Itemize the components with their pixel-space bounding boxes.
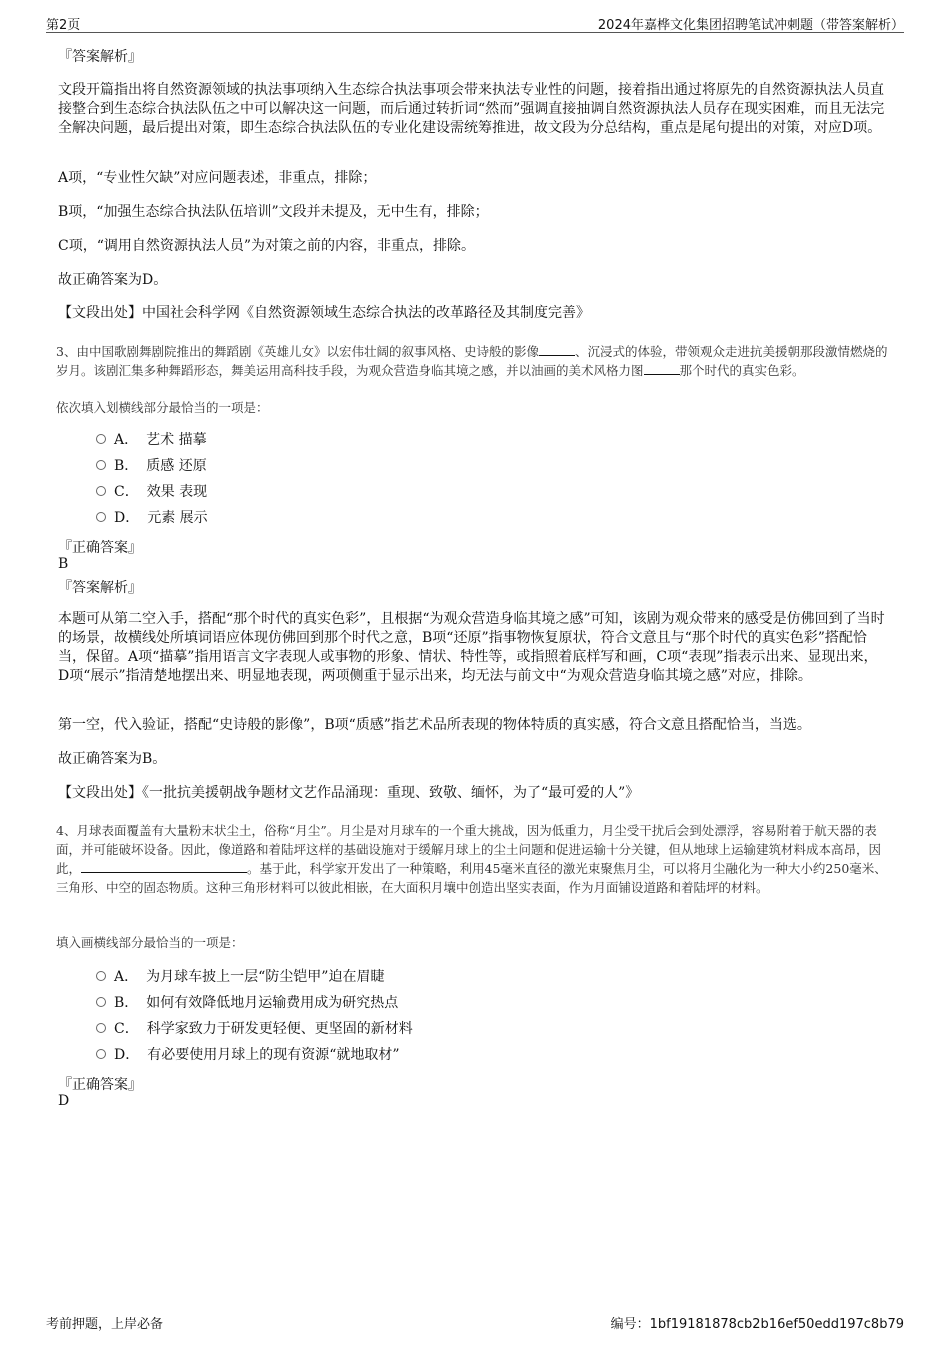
q3-source: 【文段出处】《一批抗美援朝战争题材文艺作品涌现：重现、致敬、缅怀，为了“最可爱的人”》 [58,785,640,801]
q2-option-a-note: A项，“专业性欠缺”对应问题表述，非重点，排除； [58,170,377,186]
q4-option-b[interactable] [96,993,398,1013]
option-letter: B． [114,458,139,474]
q2-analysis-paragraph: 文段开篇指出将自然资源领域的执法事项纳入生态综合执法事项会带来执法专业性的问题，接着指出通过将原先的自然资源执法人员直接整合到生态综合执法队伍之中可以解决这一问题，而后通过转折词“然而”强调直接抽调自然资源执法人员存在现实困难，而且无法完全解决问题，最后提出对策，即生态综合执法队伍的专业化建设需统筹推进，故文段为分总结构，重点是尾句提出的对策，对应D项。 [58,82,885,136]
option-text: 如何有效降低地月运输费用成为研究热点 [146,995,399,1011]
option-letter: D． [114,510,140,526]
q3-blank-2 [644,363,680,375]
radio-icon[interactable] [96,460,106,470]
radio-icon[interactable] [96,512,106,522]
q3-option-d[interactable] [96,508,208,528]
q3-stem-part2: 、沉浸式的体验，带领观众走进抗美援朝那段激情燃烧的岁月。该剧汇集多种舞蹈形态，舞美运用高科技手段，为观众营造身临其境之感，并以油画的美术风格力图 [56,344,888,378]
option-text: 效果 表现 [146,484,208,500]
radio-icon[interactable] [96,971,106,981]
q3-option-b[interactable] [96,456,207,476]
radio-icon[interactable] [96,1049,106,1059]
radio-icon[interactable] [96,1023,106,1033]
page-number: 第2页 [46,18,81,33]
option-text: 为月球车披上一层“防尘铠甲”迫在眉睫 [146,969,385,985]
q2-conclusion: 故正确答案为D。 [58,272,168,288]
q4-stem-part1: 4、月球表面覆盖有大量粉末状尘土，俗称“月尘”。月尘是对月球车的一个重大挑战，因为低重力，月尘受干扰后会到处漂浮，容易附着于航天器的表面，并可能破坏设备。因此，像道路和着陆坪这样的基础设施对于缓解月球上的尘土问题和促进运输十分关键，但从地球上运输建筑材料成本高昂，因此， [56,823,882,876]
option-letter: B． [114,995,139,1011]
option-letter: A． [114,969,139,985]
q3-answer: B [58,556,69,572]
q4-answer-heading: 『正确答案』 [58,1077,142,1093]
radio-icon[interactable] [96,486,106,496]
q3-answer-heading: 『正确答案』 [58,540,142,556]
radio-icon[interactable] [96,997,106,1007]
q4-stem-part2: 。基于此，科学家开发出了一种策略，利用45毫米直径的激光束聚焦月尘，可以将月尘融化为一种大小约250毫米、三角形、中空的固态物质。这种三角形材料可以彼此相嵌，在大面积月壤中创造出坚实表面，作为月面铺设道路和着陆坪的材料。 [56,861,887,895]
q3-analysis-paragraph-2: 第一空，代入验证，搭配“史诗般的影像”，B项“质感”指艺术品所表现的物体特质的真实感，符合文意且搭配恰当，当选。 [58,717,811,733]
q4-answer: D [58,1093,70,1109]
page-header [46,12,904,33]
document-id: 编号：1bf19181878cb2b16ef50edd197c8b79 [610,1317,904,1332]
q3-stem [56,342,896,380]
q2-option-c-note: C项，“调用自然资源执法人员”为对策之前的内容，非重点，排除。 [58,238,476,254]
option-text: 元素 展示 [147,510,208,526]
q3-analysis-heading: 『答案解析』 [58,580,142,596]
q3-stem-part1: 3、由中国歌剧舞剧院推出的舞蹈剧《英雄儿女》以宏伟壮阔的叙事风格、史诗般的影像 [56,344,539,359]
option-text: 有必要使用月球上的现有资源“就地取材” [147,1047,400,1063]
option-letter: C． [114,1021,139,1037]
q3-conclusion: 故正确答案为B。 [58,751,167,767]
option-letter: D． [114,1047,140,1063]
q3-option-a[interactable] [96,430,207,450]
q4-blank [81,861,247,873]
option-text: 艺术 描摹 [146,432,207,448]
document-title: 2024年嘉桦文化集团招聘笔试冲刺题（带答案解析） [597,18,904,33]
option-letter: A． [114,432,139,448]
q3-stem-part3: 那个时代的真实色彩。 [679,363,805,378]
q2-analysis-heading: 『答案解析』 [58,49,142,65]
q2-option-b-note: B项，“加强生态综合执法队伍培训”文段并未提及，无中生有，排除； [58,204,489,220]
q3-analysis-paragraph-1: 本题可从第二空入手，搭配“那个时代的真实色彩”，且根据“为观众营造身临其境之感”可知，该剧为观众带来的感受是仿佛回到了当时的场景，故横线处所填词语应体现仿佛回到那个时代之意，B项“还原”指事物恢复原状，符合文意且与“那个时代的真实色彩”搭配恰当，保留。A项“描摹”指用语言文字表现人或事物的形象、情状、特性等，或指照着底样写和画，C项“表现”指表示出来、显现出来，D项“展示”指清楚地摆出来、明显地表现，两项侧重于显示出来，均无法与前文中“为观众营造身临其境之感”对应，排除。 [58,611,885,684]
q4-option-a[interactable] [96,967,384,987]
q3-blank-1 [539,344,575,356]
option-letter: C． [114,484,139,500]
q4-stem [56,821,896,897]
footer-slogan: 考前押题，上岸必备 [46,1317,164,1332]
radio-icon[interactable] [96,434,106,444]
q3-option-c[interactable] [96,482,207,502]
option-text: 科学家致力于研发更轻便、更坚固的新材料 [146,1021,413,1037]
q3-prompt: 依次填入划横线部分最恰当的一项是： [56,400,269,415]
option-text: 质感 还原 [146,458,207,474]
q4-option-c[interactable] [96,1019,413,1039]
q2-source: 【文段出处】中国社会科学网《自然资源领域生态综合执法的改革路径及其制度完善》 [58,305,590,321]
q4-prompt: 填入画横线部分最恰当的一项是： [56,935,244,950]
q4-option-d[interactable] [96,1045,400,1065]
